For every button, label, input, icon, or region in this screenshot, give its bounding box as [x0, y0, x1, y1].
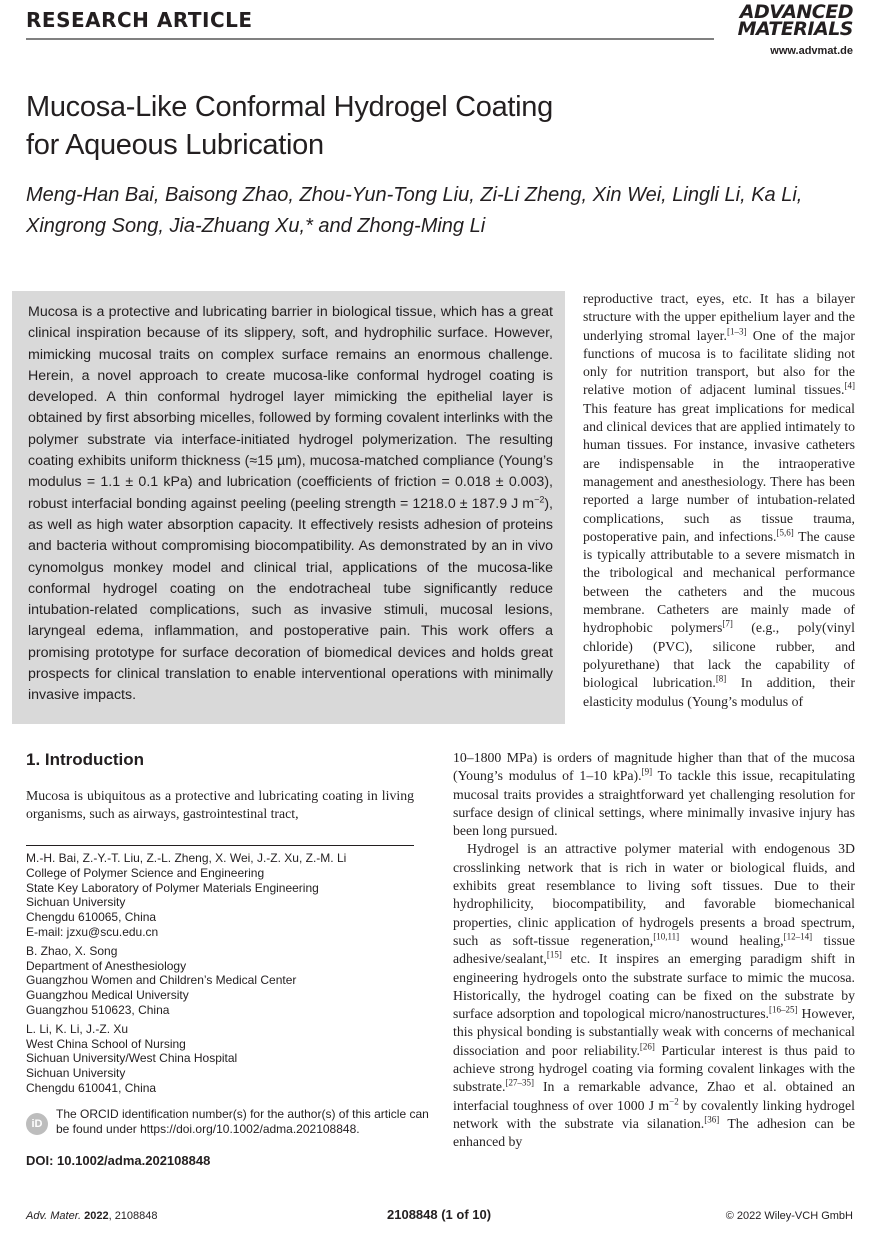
affiliation-line: West China School of Nursing [26, 1036, 186, 1051]
exponent: −2 [669, 1096, 679, 1107]
intro-wide-column [453, 749, 855, 1152]
citation[interactable]: [1–3] [726, 326, 747, 336]
doi-label[interactable]: DOI: 10.1002/adma.202108848 [26, 1153, 211, 1168]
text-run: etc. It inspires an emerging paradigm shift in engineering hydrogels onto the substrate surface to mimic the mucosa. Historically, the hydrogel coating can be fixed on the substrate by surface adsorption and topological micro/nanostructures. [453, 951, 855, 1022]
journal-logo [737, 1, 853, 40]
intro-right-column [583, 290, 855, 711]
text-run: Hydrogel is an attractive polymer material with endogenous 3D crosslinking network that is rich in water or biological fluids, and exhibits great resemblance to living soft tissues. Due to their hydrophilicity, biocompatibility, and favorable biomechanical properties, clinic application of hydrogels presents a broad spectrum, such as soft-tissue regeneration, [453, 841, 855, 948]
abstract-part-1: Mucosa is a protective and lubricating barrier in biological tissue, which has a great clinical inspiration because of its slippery, soft, and hydrophilic surface. However, mimicking mucosal traits on complex surface remains an enormous challenge. Herein, a novel approach to create mucosa-like conformal hydrogel coating is developed. A thin conformal hydrogel layer mimicking the epithelial layer is obtained by first absorbing micelles, followed by forming covalent interlinks with the polymer substrate via interface-initiated hydrogel polymerization. The resulting coating exhibits uniform thickness (≈15 µm), mucosa-matched compliance (Young’s modulus = 1.1 ± 0.1 kPa) and lubrication (coefficients of friction = 0.018 ± 0.003), robust interfacial bonding against peeling (peeling strength = 1218.0 ± 187.9 J m [28, 304, 553, 512]
abstract-part-2: ), as well as high water absorption capacity. It effectively resists adhesion of proteins and bacteria without compromising biocompatibility. As demonstrated by an in vivo cynomolgus monkey model and clinical trial, applications of the mucosa-like conformal hydrogel coating on the endotracheal tube significantly reduce intubation-related complications, such as invasive stimuli, mucosal lesions, laryngeal edema, inflammation, and postoperative pain. This work offers a promising prototype for surface decoration of biomedical devices and holds great prospects for clinical translation to enable interventional operations with minimally invasive impacts. [28, 495, 553, 704]
citation[interactable]: [4] [844, 380, 855, 391]
citation[interactable]: [5,6] [776, 527, 794, 538]
section-heading-introduction: 1. Introduction [26, 750, 145, 769]
affiliation-block [26, 944, 426, 1018]
email-link[interactable]: E-mail: jzxu@scu.edu.cn [26, 924, 159, 939]
text-run: tissue adhesive/sealant, [453, 932, 855, 967]
affiliation-line: B. Zhao, X. Song [26, 943, 118, 958]
text-run: The cause is typically attributable to a severe mismatch in the tribological and mechanical performance between the catheters and the mucous membrane. Catheters are mainly made of hydrophobic polymers [583, 528, 855, 636]
text-run: 10–1800 MPa) is orders of magnitude higher than that of the mucosa (Young’s modulus of 1–10 kPa). [453, 750, 855, 784]
citation[interactable]: [7] [722, 618, 733, 629]
affiliation-line: College of Polymer Science and Engineering [26, 865, 265, 880]
journal-url[interactable]: www.advmat.de [770, 45, 853, 57]
title-line-1: Mucosa-Like Conformal Hydrogel Coating [26, 91, 553, 123]
footer-year: 2022 [84, 1210, 109, 1222]
text-run: One of the major functions of mucosa is to facilitate sliding not only for nutrition transport, but also for the relative motion of adjacent luminal tissues. [583, 327, 856, 398]
orcid-note [26, 1107, 436, 1137]
intro-left-paragraph: Mucosa is ubiquitous as a protective and lubricating coating in living organisms, such as airways, gastrointestinal tract, [26, 788, 414, 822]
affiliation-line: Chengdu 610065, China [26, 910, 157, 925]
citation[interactable]: [10,11] [653, 931, 680, 942]
citation[interactable]: [8] [715, 673, 727, 684]
citation[interactable]: [9] [641, 766, 653, 777]
abstract-text [28, 302, 553, 707]
abstract-exponent: −2 [534, 493, 545, 504]
affiliation-line: Department of Anesthesiology [26, 958, 187, 973]
footer-citation [26, 1210, 158, 1222]
orcid-icon: iD [26, 1113, 48, 1135]
text-run: by covalently linking hydrogel network with the substrate via silanation. [453, 1097, 855, 1131]
text-run: The adhesion can be enhanced by [453, 1115, 855, 1150]
intro-paragraph-1-end [453, 749, 855, 840]
text-run: reproductive tract, eyes, etc. It has a bilayer structure with the upper epithelium layer and the underlying stromal layer. [583, 291, 855, 343]
affiliation-line: Guangzhou Medical University [26, 988, 189, 1003]
affiliation-block [26, 1022, 426, 1096]
text-run: To tackle this issue, recapitulating mucosal traits provides a straightforward yet challenging resolution for surface design of clinical settings, where minimally invasive injury has been long pursued. [453, 768, 856, 839]
affiliation-line: State Key Laboratory of Polymer Materials Engineering [26, 880, 319, 895]
text-run: Particular interest is thus paid to achieve strong hydrogel coating via forming covalent linkages with the substrate. [453, 1042, 855, 1095]
orcid-text[interactable]: The ORCID identification number(s) for the author(s) of this article can be found under https://doi.org/10.1002/adma.202108848. [56, 1107, 429, 1136]
text-run: In addition, their elasticity modulus (Young’s modulus of [583, 675, 855, 709]
text-run: (e.g., poly(vinyl chloride) (PVC), silicone rubber, and polyurethane) that lack the capability of biological lubrication. [583, 620, 855, 691]
text-run: However, this physical bonding is substantially weak with concerns of mechanical dissociation and poor reliability. [453, 1006, 855, 1058]
authors-line-2: Xingrong Song, Jia-Zhuang Xu,* and Zhong-Ming Li [26, 215, 486, 237]
footer-journal: Adv. Mater. [26, 1210, 82, 1222]
citation[interactable]: [15] [546, 949, 562, 960]
affiliation-block [26, 851, 426, 940]
article-title [26, 88, 726, 164]
author-list [26, 180, 856, 242]
footer-article-number: , 2108848 [108, 1210, 158, 1222]
affiliation-line: L. Li, K. Li, J.-Z. Xu [26, 1021, 129, 1036]
text-run: wound healing, [679, 932, 784, 948]
title-line-2: for Aqueous Lubrication [26, 129, 324, 161]
citation[interactable]: [16–25] [769, 1004, 798, 1015]
affiliations [26, 851, 426, 1100]
affiliation-divider [26, 845, 414, 846]
text-run: In a remarkable advance, Zhao et al. obtained an interfacial toughness of over 1000 J m [453, 1079, 855, 1113]
citation[interactable]: [26] [639, 1041, 655, 1052]
intro-paragraph-2 [453, 840, 855, 1151]
affiliation-line: Guangzhou 510623, China [26, 1002, 170, 1017]
journal-logo-line1: ADVANCED [739, 1, 853, 23]
page-number: 2108848 (1 of 10) [387, 1207, 492, 1222]
affiliation-line: M.-H. Bai, Z.-Y.-T. Liu, Z.-L. Zheng, X. Wei, J.-Z. Xu, Z.-M. Li [26, 851, 347, 865]
copyright: © 2022 Wiley-VCH GmbH [725, 1210, 853, 1222]
header-divider [26, 38, 714, 40]
text-run: This feature has great implications for medical and clinical devices that are applied intimately to human tissues. For instance, invasive catheters are indispensable in the intraoperative management and anesthesiology. There has been reported a large number of intubation-related complications, such as tissue trauma, postoperative pain, and infections. [583, 400, 855, 544]
citation[interactable]: [36] [704, 1114, 720, 1125]
affiliation-line: Guangzhou Women and Children’s Medical Center [26, 973, 297, 988]
affiliation-line: Sichuan University [26, 895, 126, 910]
citation[interactable]: [12–14] [783, 931, 813, 942]
authors-line-1: Meng-Han Bai, Baisong Zhao, Zhou-Yun-Tong Liu, Zi-Li Zheng, Xin Wei, Lingli Li, Ka Li, [26, 184, 803, 206]
affiliation-line: Chengdu 610041, China [26, 1080, 157, 1095]
section-label: RESEARCH ARTICLE [26, 8, 253, 32]
journal-logo-line2: MATERIALS [737, 18, 853, 40]
citation[interactable]: [27–35] [505, 1077, 534, 1088]
affiliation-line: Sichuan University/West China Hospital [26, 1051, 238, 1066]
affiliation-line: Sichuan University [26, 1066, 126, 1081]
